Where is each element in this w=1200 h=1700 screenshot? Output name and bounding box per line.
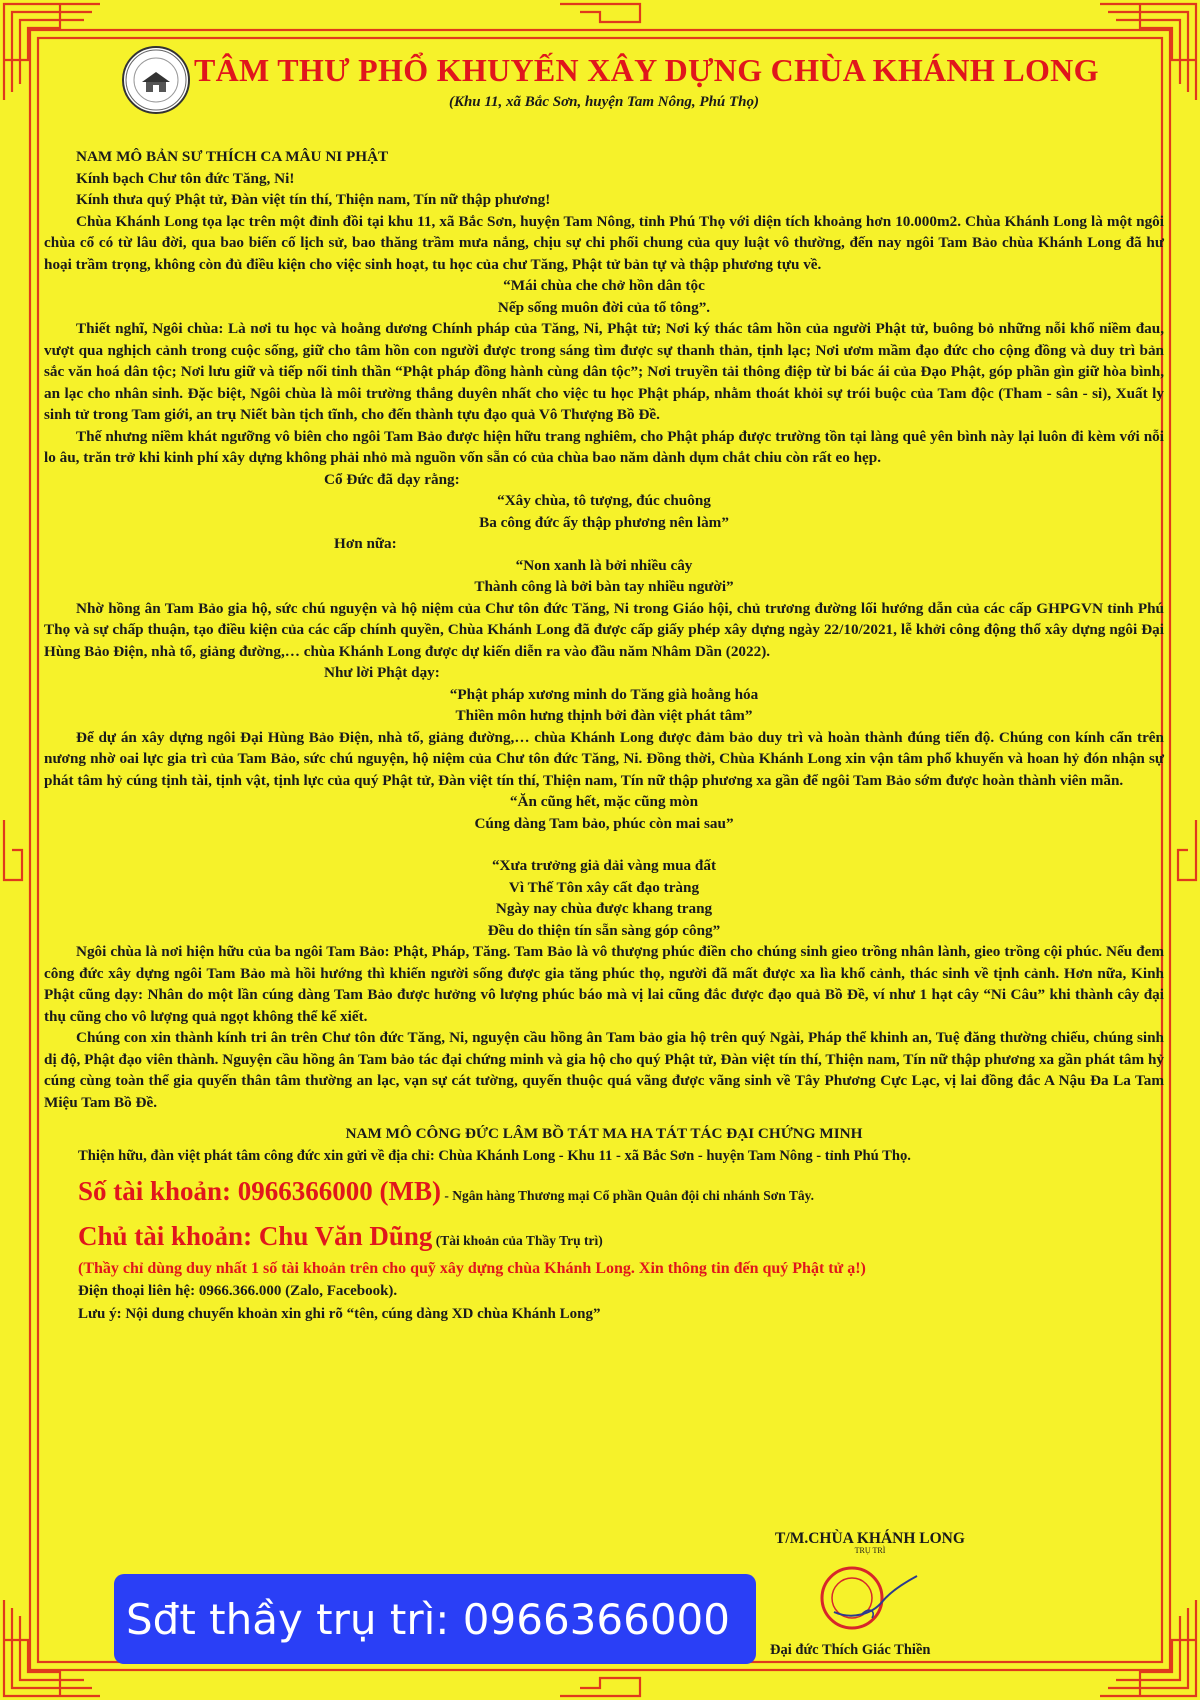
account-warning: (Thầy chỉ dùng duy nhất 1 số tài khoản trên cho quỹ xây dựng chùa Khánh Long. Xin thông tin đến quý Phật tử ạ!)	[78, 1260, 866, 1277]
verse-line: Đều do thiện tín sẵn sàng góp công”	[487, 921, 721, 939]
verse-line: “Ăn cũng hết, mặc cũng mòn	[509, 793, 699, 810]
signature-org: T/M.CHÙA KHÁNH LONG TRỤ TRÌ	[740, 1530, 1000, 1555]
bank-name: - Ngân hàng Thương mại Cổ phần Quân đội chi nhánh Sơn Tây.	[441, 1188, 814, 1203]
letter-title: TÂM THƯ PHỔ KHUYẾN XÂY DỰNG CHÙA KHÁNH LONG	[194, 52, 1099, 88]
paragraph-merit: Ngôi chùa là nơi hiện hữu của ba ngôi Tam Bảo: Phật, Pháp, Tăng. Tam Bảo là vô thượng phúc điền cho chúng sinh gieo trồng nhân lành, gieo trồng cội phúc. Nếu đem công đức xây dựng ngôi Tam Bảo mà hồi hướng thì khiến người sống được gia tăng phúc thọ, người đã mất được xa lìa khổ cảnh, thác sinh về tịnh cảnh. Hơn nữa, Kinh Phật cũng dạy: Nhân do một lần cúng dàng Tam Bảo được hưởng vô lượng phúc báo mà vị lai cũng đắc được đạo quả Bồ Đề, ví như 1 hạt cây “Ni Câu” khi thành cây đại thụ cũng cho vô lượng quả ngọt không thể kể xiết.	[44, 943, 1164, 1025]
salutation-1: Kính bạch Chư tôn đức Tăng, Ni!	[76, 169, 295, 187]
account-owner: Chủ tài khoản: Chu Văn Dũng	[78, 1221, 433, 1251]
verse-line: “Non xanh là bởi nhiều cây	[515, 556, 693, 574]
verse-line: Ba công đức ấy thập phương nên làm”	[479, 513, 729, 531]
letter-header	[44, 44, 1164, 116]
verse-intro: Như lời Phật dạy:	[324, 664, 440, 681]
verse-line: “Xây chùa, tô tượng, đúc chuông	[497, 492, 711, 509]
verse-line: Ngày nay chùa được khang trang	[495, 900, 713, 917]
paragraph-permit: Nhờ hồng ân Tam Bảo gia hộ, sức chú nguyện và hộ niệm của Chư tôn đức Tăng, Ni trong Giáo hội, chủ trương đường lối hướng dẫn của các cấp GHPGVN tỉnh Phú Thọ và sự chấp thuận, tạo điều kiện của các cấp chính quyền, Chùa Khánh Long đã được cấp giấy phép xây dựng ngày 22/10/2021, lễ khởi công động thổ xây dựng ngôi Đại Hùng Bảo Điện, nhà tổ, giảng đường,… chùa Khánh Long được dự kiến diễn ra vào đầu năm Nhâm Dần (2022).	[44, 599, 1164, 660]
signature-role: TRỤ TRÌ	[854, 1546, 886, 1555]
paragraph-gratitude: Chúng con xin thành kính tri ân trên Chư tôn đức Tăng, Ni, nguyện cầu hồng ân Tam bảo gia hộ trên quý Ngài, Pháp thể khinh an, Tuệ đăng thường chiếu, chúng sinh dị độ, Phật đạo viên thành. Nguyện cầu hồng ân Tam bảo tác đại chứng minh và gia hộ cho quý Phật tử, Đàn việt tín thí, Thiện nam, Tín nữ thập phương xa gần phát tâm hỷ cúng cùng toàn thể gia quyến thân tâm thường an lạc, vạn sự cát tường, quyến thuộc quá vãng được vãng sinh về Tây Phương Cực Lạc, vị lai đồng đắc A Nậu Đa La Tam Miệu Tam Bồ Đề.	[44, 1029, 1164, 1111]
letter-subtitle: (Khu 11, xã Bắc Sơn, huyện Tam Nông, Phú Thọ)	[448, 94, 760, 110]
transfer-note: Lưu ý: Nội dung chuyển khoản xin ghi rõ “tên, cúng dàng XD chùa Khánh Long”	[78, 1306, 601, 1322]
invocation: NAM MÔ BẢN SƯ THÍCH CA MÂU NI PHẬT	[76, 148, 389, 165]
red-seal-stamp	[812, 1562, 922, 1632]
phone-banner: Sđt thầy trụ trì: 0966366000	[114, 1574, 756, 1664]
verse-line: Vì Thế Tôn xây cất đạo tràng	[508, 878, 700, 896]
salutation-2: Kính thưa quý Phật tử, Đàn việt tín thí, Thiện nam, Tín nữ thập phương!	[76, 191, 551, 208]
verse-intro: Cổ Đức đã dạy rằng:	[324, 470, 460, 488]
paragraph-concern: Thế nhưng niềm khát ngưỡng vô biên cho ngôi Tam Bảo được hiện hữu trang nghiêm, cho Phật pháp được trường tồn tại làng quê yên bình này lại luôn đi kèm với nỗi lo âu, trăn trở khi kinh phí xây dựng không phải nhỏ mà nguồn vốn sẵn có của chùa bao năm dành dụm chắt chiu còn rất eo hẹp.	[44, 427, 1164, 466]
verse-line: Thiền môn hưng thịnh bởi đàn việt phát tâm”	[455, 707, 753, 724]
account-number: Số tài khoản: 0966366000 (MB)	[78, 1176, 442, 1206]
verse-line: “Xưa trưởng giả dải vàng mua đất	[491, 857, 717, 874]
letter-body	[44, 146, 1164, 1113]
verse-line: “Mái chùa che chở hồn dân tộc	[503, 277, 705, 294]
account-owner-line	[78, 1219, 1164, 1258]
contact-phone: Điện thoại liên hệ: 0966.366.000 (Zalo, Facebook).	[78, 1283, 398, 1299]
paragraph-intro: Chùa Khánh Long tọa lạc trên một đỉnh đồi tại khu 11, xã Bắc Sơn, huyện Tam Nông, tỉnh Phú Thọ với diện tích khoảng hơn 10.000m2. Chùa Khánh Long là một ngôi chùa cổ có từ lâu đời, qua bao biến cố lịch sử, bao thăng trầm mưa nắng, chịu sự chi phối chung của quy luật vô thường, đến nay ngôi Tam Bảo chùa Khánh Long đã hư hoại trầm trọng, không còn đủ điều kiện cho việc sinh hoạt, tu học của chư Tăng, Phật tử bản tự và thập phương tựu về.	[44, 212, 1164, 273]
signer-name: Đại đức Thích Giác Thiền	[770, 1642, 931, 1658]
paragraph-appeal: Để dự án xây dựng ngôi Đại Hùng Bảo Điện, nhà tổ, giảng đường,… chùa Khánh Long được đảm bảo duy trì và hoàn thành đúng tiến độ. Chúng con kính cẩn trên nương nhờ oai lực gia trì của Tam Bảo, sức chú nguyện, hộ niệm của Chư tôn đức Tăng, Ni. Đồng thời, Chùa Khánh Long xin vận tâm phổ khuyến và hoan hỷ đón nhận sự phát tâm hỷ cúng tịnh tài, tịnh vật, tịnh lực của quý Phật tử, Đàn việt tín thí, Thiện nam, Tín nữ thập phương xa gần để ngôi Tam Bảo sớm được hoàn thành viên mãn.	[44, 728, 1164, 789]
verse-intro: Hơn nữa:	[334, 535, 397, 552]
account-owner-note: (Tài khoản của Thầy Trụ trì)	[432, 1233, 603, 1248]
account-number-line	[78, 1174, 1164, 1213]
verse-line: “Phật pháp xương minh do Tăng già hoằng hóa	[449, 685, 759, 703]
paragraph-meaning: Thiết nghĩ, Ngôi chùa: Là nơi tu học và hoằng dương Chính pháp của Tăng, Ni, Phật tử; Nơi ký thác tâm hồn của người Phật tử, buông bỏ những nỗi khổ niềm đau, vượt qua nghịch cảnh trong cuộc sống, giữ cho tâm hồn con người được trong sáng tìm được sự thanh thản, tịnh lạc; Nơi ươm mầm đạo đức cho cộng đồng và duy trì bản sắc văn hoá dân tộc; Nơi lưu giữ và tiếp nối tinh thần “Phật pháp đồng hành cùng dân tộc”; Nơi truyền tải thông điệp từ bi bác ái của Đạo Phật, góp phần gìn giữ hòa bình, an lạc cho nhân sinh. Đặc biệt, Ngôi chùa là môi trường thắng duyên nhất cho việc tu học Phật pháp, nhằm thoát khỏi sự trói buộc của Tam độc (Tham - sân - si), Xuất ly sinh tử trong Tam giới, an trụ Niết bàn tịch tĩnh, cho đến thành tựu đạo quả Vô Thượng Bồ Đề.	[44, 320, 1164, 423]
letter-content	[44, 44, 1164, 1326]
verse-line: Cúng dàng Tam bảo, phúc còn mai sau”	[474, 814, 734, 832]
verse-line: Thành công là bởi bàn tay nhiều người”	[474, 578, 734, 595]
closing-invocation: NAM MÔ CÔNG ĐỨC LÂM BỒ TÁT MA HA TÁT TÁC ĐẠI CHỨNG MINH	[345, 1125, 863, 1142]
donation-address: Thiện hữu, đàn việt phát tâm công đức xin gửi về địa chỉ: Chùa Khánh Long - Khu 11 - xã Bắc Sơn - huyện Tam Nông - tỉnh Phú Thọ.	[78, 1148, 911, 1164]
verse-line: Nếp sống muôn đời của tổ tông”.	[497, 298, 711, 316]
closing-section	[44, 1123, 1164, 1326]
